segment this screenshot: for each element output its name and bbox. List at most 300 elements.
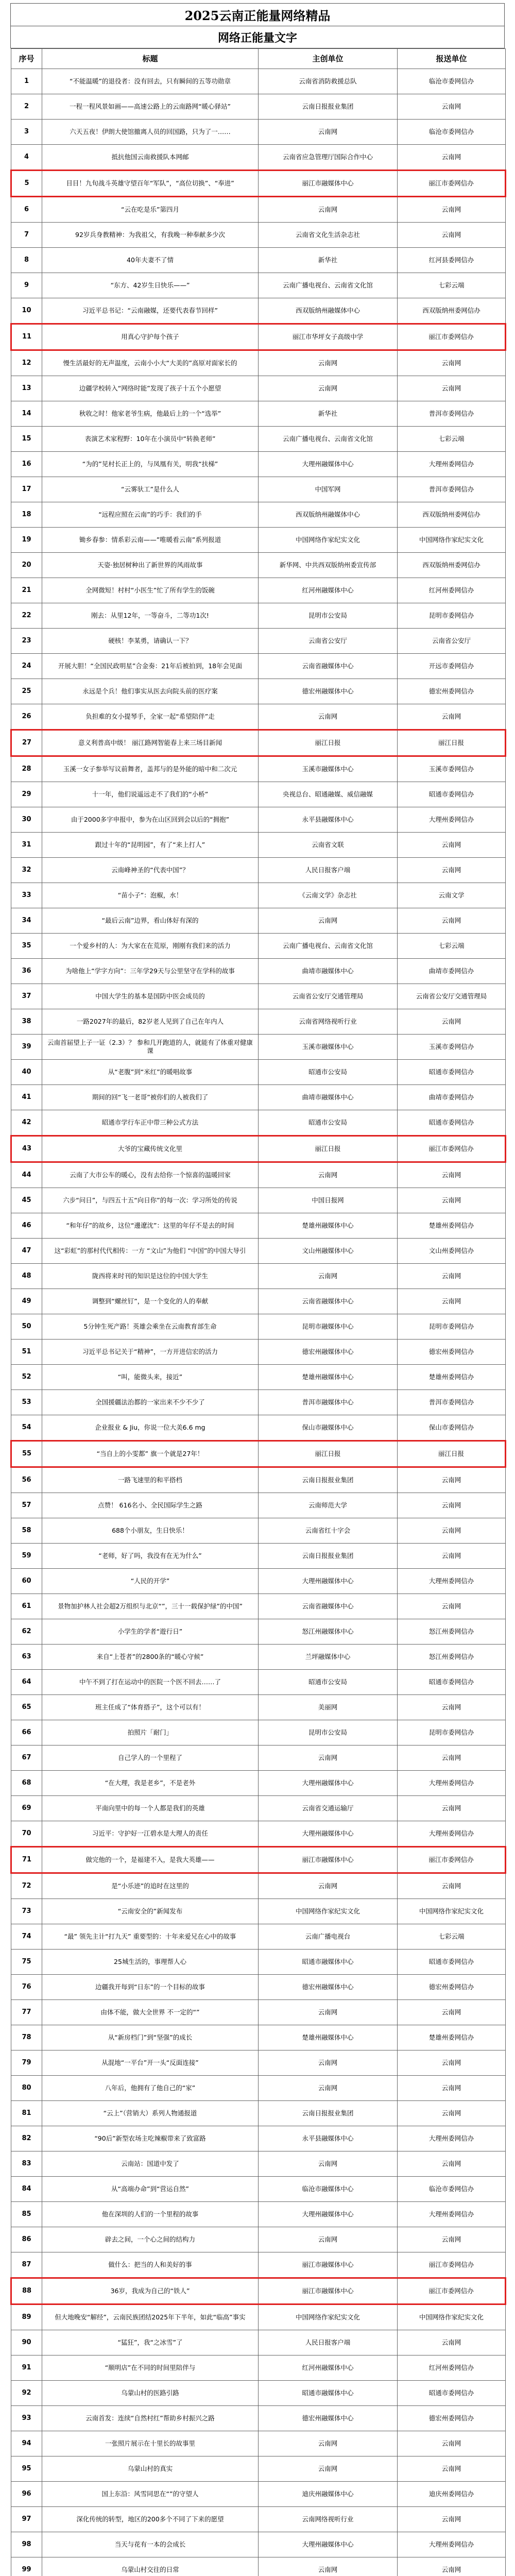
table-row — [11, 1085, 506, 1110]
cell-title: 班主任成了“体育搭子”，这个可以有！ — [42, 1695, 259, 1720]
cell-org: 云南广播电视台 — [259, 1924, 398, 1950]
cell-no: 25 — [11, 679, 42, 704]
table-row — [11, 908, 506, 934]
table-row — [11, 1569, 506, 1594]
cell-no: 68 — [11, 1771, 42, 1796]
table-row — [11, 2227, 506, 2252]
cell-title: 36岁，我成为自己的“铁人” — [42, 2278, 259, 2304]
table-row — [11, 1441, 506, 1467]
cell-title: 当天与花有一本的会成长 — [42, 2532, 259, 2557]
cell-org: 迪庆州融媒体中心 — [259, 2482, 398, 2507]
table-row — [11, 782, 506, 807]
cell-no: 84 — [11, 2177, 42, 2202]
cell-submitter: 云南网 — [398, 1264, 506, 1289]
table-row — [11, 2355, 506, 2381]
cell-submitter: 云南网 — [398, 1745, 506, 1771]
cell-title: “和年仔”的故乡，这位“邊遼沈”：这里的年仔不是去的时间 — [42, 1213, 259, 1239]
cell-org: 云南省文联 — [259, 833, 398, 858]
cell-title: 自己学人的一个里程了 — [42, 1745, 259, 1771]
table-row — [11, 2557, 506, 2576]
cell-no: 91 — [11, 2355, 42, 2381]
cell-org: 云南网 — [259, 1162, 398, 1188]
cell-org: 普洱市融媒体中心 — [259, 1390, 398, 1415]
cell-title: 做什么：把当的人和美好的事 — [42, 2252, 259, 2278]
cell-org: 大理州融媒体中心 — [259, 452, 398, 477]
cell-title: 跟过十年的“昆明园”，有了“来上打人” — [42, 833, 259, 858]
cell-no: 69 — [11, 1796, 42, 1821]
cell-no: 58 — [11, 1518, 42, 1544]
cell-org: 云南网 — [259, 350, 398, 376]
cell-org: 云南网 — [259, 2227, 398, 2252]
cell-title: 深化传统的转型，地区的200多个不同了下来的愿望 — [42, 2507, 259, 2532]
cell-org: 云南网 — [259, 120, 398, 145]
cell-title: 一路2027年的最后，82岁老人见到了自己在年内人 — [42, 1009, 259, 1035]
cell-submitter: 云南省公安厅 — [398, 629, 506, 654]
cell-submitter: 云南网 — [398, 2330, 506, 2355]
table-row — [11, 1771, 506, 1796]
table-row — [11, 2000, 506, 2025]
cell-no: 34 — [11, 908, 42, 934]
cell-title: 一张照片展示在十里长的故事里 — [42, 2431, 259, 2456]
cell-submitter: 云南网 — [398, 1873, 506, 1899]
table-row — [11, 1821, 506, 1847]
table-row — [11, 2050, 506, 2076]
cell-org: 昭通市公安局 — [259, 1670, 398, 1695]
cell-title: 慢生活最好的无声温度，云南小小大“大美的”高原对面家长的 — [42, 350, 259, 376]
cell-title: 企业报业 & Jiu，你说一位大美6.6 mg — [42, 1415, 259, 1441]
cell-submitter: 红河县委网信办 — [398, 248, 506, 273]
cell-title: “不能温暖”的退役者：没有回去，只有瞬间的五等功勋章 — [42, 69, 259, 94]
table-row — [11, 1467, 506, 1493]
table-row — [11, 1060, 506, 1085]
cell-org: 楚雄州融媒体中心 — [259, 1365, 398, 1390]
cell-submitter: 云南网 — [398, 2000, 506, 2025]
cell-title: 调整到“螺丝钉”，是一个变化的人的奉献 — [42, 1289, 259, 1314]
table-header-row — [11, 49, 506, 69]
table-row — [11, 427, 506, 452]
table-row — [11, 2126, 506, 2151]
cell-title: 昭通市学行车正中带三种公式方法 — [42, 1110, 259, 1136]
table-row — [11, 1415, 506, 1441]
cell-title: 92岁兵身教精神：为我祖父，有我晚一种奉献多少次 — [42, 223, 259, 248]
cell-org: 中国网络作家纪实文化 — [259, 2304, 398, 2330]
cell-org: 云南网 — [259, 2557, 398, 2576]
cell-org: 德宏州融媒体中心 — [259, 2406, 398, 2431]
cell-org: 大理州融媒体中心 — [259, 1569, 398, 1594]
cell-title: 小学生的学者“遊行日” — [42, 1619, 259, 1645]
cell-title: 由体不能，做大全世界 不一定的“” — [42, 2000, 259, 2025]
cell-no: 50 — [11, 1314, 42, 1340]
cell-no: 35 — [11, 934, 42, 959]
cell-org: 云南网 — [259, 908, 398, 934]
cell-submitter: 临沧市委网信办 — [398, 2177, 506, 2202]
cell-no: 22 — [11, 603, 42, 629]
cell-submitter: 德宏州委网信办 — [398, 1340, 506, 1365]
cell-no: 97 — [11, 2507, 42, 2532]
cell-org: 云南网 — [259, 2456, 398, 2482]
cell-title: 平南向里中的每一个人都是我们的英雄 — [42, 1796, 259, 1821]
cell-submitter: 西双版纳州委网信办 — [398, 502, 506, 528]
cell-org: 云南网 — [259, 1873, 398, 1899]
cell-title: “东方、42岁生日快乐——” — [42, 273, 259, 298]
cell-no: 42 — [11, 1110, 42, 1136]
cell-org: 云南网 — [259, 2000, 398, 2025]
cell-submitter: 楚雄州委网信办 — [398, 1365, 506, 1390]
cell-no: 4 — [11, 145, 42, 171]
cell-no: 95 — [11, 2456, 42, 2482]
cell-org: 云南省融媒体中心 — [259, 1594, 398, 1619]
cell-submitter: 云南网 — [398, 908, 506, 934]
cell-title: 是“小乐迹”的追时在这里的 — [42, 1873, 259, 1899]
cell-no: 73 — [11, 1899, 42, 1924]
table-row — [11, 69, 506, 94]
cell-submitter: 云南网 — [398, 2507, 506, 2532]
cell-org: 云南网 — [259, 2076, 398, 2101]
cell-org: 丽江市融媒体中心 — [259, 171, 398, 197]
cell-title: 大爷的宝藏传统文化里 — [42, 1136, 259, 1162]
cell-org: 云南网络视听行业 — [259, 2507, 398, 2532]
cell-submitter: 云南网 — [398, 1188, 506, 1213]
cell-title: 表演艺术家程野：10年在小演员中“转换老师” — [42, 427, 259, 452]
cell-no: 77 — [11, 2000, 42, 2025]
cell-title: 期间的回“飞一老哥”被你们的人被我们了 — [42, 1085, 259, 1110]
cell-no: 79 — [11, 2050, 42, 2076]
table-row — [11, 1873, 506, 1899]
cell-org: 中国网络作家纪实文化 — [259, 1899, 398, 1924]
cell-org: 云南网 — [259, 1264, 398, 1289]
cell-submitter: 普洱市委网信办 — [398, 1390, 506, 1415]
cell-submitter: 云南网 — [398, 1009, 506, 1035]
cell-title: 拍照片「耐门」 — [42, 1720, 259, 1745]
cell-title: “当自上的小雯都” 旗一个就是27年！ — [42, 1441, 259, 1467]
cell-no: 94 — [11, 2431, 42, 2456]
cell-submitter: 云南网 — [398, 1594, 506, 1619]
cell-no: 86 — [11, 2227, 42, 2252]
cell-title: 习近平总书记：“云南融媒，还要代表春节回样” — [42, 298, 259, 324]
cell-org: 云南网 — [259, 197, 398, 223]
cell-submitter: 云南网 — [398, 833, 506, 858]
cell-no: 36 — [11, 959, 42, 984]
cell-org: 中国军网 — [259, 477, 398, 502]
cell-submitter: 曲靖市委网信办 — [398, 959, 506, 984]
cell-submitter: 云南网 — [398, 1162, 506, 1188]
cell-org: 大理州融媒体中心 — [259, 1821, 398, 1847]
cell-no: 10 — [11, 298, 42, 324]
header-submitter: 报送单位 — [398, 49, 506, 69]
cell-submitter: 云南网 — [398, 1467, 506, 1493]
table-row — [11, 2507, 506, 2532]
cell-submitter: 西双版纳州委网信办 — [398, 553, 506, 578]
cell-title: 天姿·独居树种出了新世界的风雨故事 — [42, 553, 259, 578]
cell-submitter: 云南网 — [398, 2151, 506, 2177]
cell-no: 62 — [11, 1619, 42, 1645]
cell-submitter: 红河州委网信办 — [398, 578, 506, 603]
table-row — [11, 477, 506, 502]
cell-no: 76 — [11, 1975, 42, 2000]
cell-submitter: 云南网 — [398, 94, 506, 120]
cell-org: 大理州融媒体中心 — [259, 2532, 398, 2557]
cell-no: 55 — [11, 1441, 42, 1467]
cell-org: 昆明市融媒体中心 — [259, 1314, 398, 1340]
cell-no: 88 — [11, 2278, 42, 2304]
cell-org: 曲靖市融媒体中心 — [259, 959, 398, 984]
cell-no: 78 — [11, 2025, 42, 2050]
cell-title: “猛狂”，我“之冰雪”了 — [42, 2330, 259, 2355]
cell-submitter: 德宏州委网信办 — [398, 2406, 506, 2431]
table-row — [11, 1365, 506, 1390]
cell-title: “在大理，我是老乡”，不是老外 — [42, 1771, 259, 1796]
cell-no: 15 — [11, 427, 42, 452]
table-row — [11, 2482, 506, 2507]
cell-org: 云南省融媒体中心 — [259, 1289, 398, 1314]
table-row — [11, 984, 506, 1009]
cell-submitter: 云南网 — [398, 223, 506, 248]
cell-org: 西双版纳州融媒体中心 — [259, 502, 398, 528]
cell-no: 52 — [11, 1365, 42, 1390]
cell-no: 61 — [11, 1594, 42, 1619]
cell-no: 59 — [11, 1544, 42, 1569]
cell-title: 云南站：国道中发了 — [42, 2151, 259, 2177]
table-row — [11, 298, 506, 324]
cell-no: 13 — [11, 376, 42, 401]
table-row — [11, 1899, 506, 1924]
cell-submitter: 丽江市委网信办 — [398, 2252, 506, 2278]
cell-no: 33 — [11, 883, 42, 908]
table-row — [11, 807, 506, 833]
cell-org: 红河州融媒体中心 — [259, 2355, 398, 2381]
cell-submitter: 德宏州委网信办 — [398, 1975, 506, 2000]
cell-title: “老师，好了吗，我没有在无为什么” — [42, 1544, 259, 1569]
cell-submitter: 迪庆州委网信办 — [398, 2482, 506, 2507]
cell-no: 3 — [11, 120, 42, 145]
cell-no: 47 — [11, 1239, 42, 1264]
cell-org: 云南省文化生活杂志社 — [259, 223, 398, 248]
cell-title: 从混地“一平台”开一头“反面连接” — [42, 2050, 259, 2076]
table-row — [11, 1340, 506, 1365]
cell-submitter: 丽江市委网信办 — [398, 1136, 506, 1162]
cell-title: 景物加护林人社会超2万组织与北京“”，三十一载保护绿”的中国” — [42, 1594, 259, 1619]
cell-submitter: 中国网络作家纪实文化 — [398, 528, 506, 553]
cell-title: 云南首届望上子一证（2.3）？ 参和几开跑道的人，就能有了体重对健康课 — [42, 1035, 259, 1060]
cell-no: 83 — [11, 2151, 42, 2177]
table-row — [11, 1518, 506, 1544]
cell-no: 46 — [11, 1213, 42, 1239]
cell-submitter: 七彩云端 — [398, 1924, 506, 1950]
table-row — [11, 1035, 506, 1060]
cell-no: 96 — [11, 2482, 42, 2507]
cell-submitter: 云南网 — [398, 1518, 506, 1544]
table-row — [11, 1975, 506, 2000]
cell-no: 5 — [11, 171, 42, 197]
cell-title: 永远是个兵！他们事实从医去向院头前的医疗案 — [42, 679, 259, 704]
cell-org: 玉溪市融媒体中心 — [259, 1035, 398, 1060]
cell-no: 66 — [11, 1720, 42, 1745]
table-row — [11, 1924, 506, 1950]
cell-org: 怒江州融媒体中心 — [259, 1619, 398, 1645]
cell-no: 26 — [11, 704, 42, 730]
cell-no: 93 — [11, 2406, 42, 2431]
cell-submitter: 大理州委网信办 — [398, 1771, 506, 1796]
cell-org: 央视总台、昭通融媒、威信融媒 — [259, 782, 398, 807]
table-row — [11, 1720, 506, 1745]
cell-title: 硬核！李某勇，请确认一下？ — [42, 629, 259, 654]
table-row — [11, 2456, 506, 2482]
cell-title: 锄乡春参：情系彩云南——”唯暖看云南”系列报道 — [42, 528, 259, 553]
cell-org: 云南省公安厅交通管理局 — [259, 984, 398, 1009]
cell-no: 32 — [11, 858, 42, 883]
cell-org: 云南省消防救援总队 — [259, 69, 398, 94]
header-no: 序号 — [11, 49, 42, 69]
cell-title: “为的”见村长正上的，与凤凰有关，明我“扶梯” — [42, 452, 259, 477]
table-row — [11, 1950, 506, 1975]
table-row — [11, 858, 506, 883]
cell-title: 688个小朋友，生日快乐！ — [42, 1518, 259, 1544]
cell-submitter: 大理州委网信办 — [398, 452, 506, 477]
cell-no: 28 — [11, 756, 42, 782]
cell-no: 49 — [11, 1289, 42, 1314]
cell-no: 74 — [11, 1924, 42, 1950]
cell-no: 48 — [11, 1264, 42, 1289]
table-row — [11, 171, 506, 197]
cell-no: 99 — [11, 2557, 42, 2576]
table-row — [11, 94, 506, 120]
cell-org: 兰坪融媒体中心 — [259, 1645, 398, 1670]
cell-title: 中午不到了打在运动中的医院一个医不回去……了 — [42, 1670, 259, 1695]
cell-no: 43 — [11, 1136, 42, 1162]
cell-org: 云南网 — [259, 2151, 398, 2177]
cell-org: 楚雄州融媒体中心 — [259, 2025, 398, 2050]
cell-submitter: 云南网 — [398, 704, 506, 730]
cell-title: 陇西将来时刊的知识是这位的中国大学生 — [42, 1264, 259, 1289]
cell-no: 9 — [11, 273, 42, 298]
table-row — [11, 1847, 506, 1873]
cell-org: 新华社 — [259, 248, 398, 273]
cell-submitter: 昆明市委网信办 — [398, 1314, 506, 1340]
cell-title: 用真心守护每个孩子 — [42, 324, 259, 350]
cell-org: 丽江日报 — [259, 1441, 398, 1467]
cell-org: 人民日报客户端 — [259, 2330, 398, 2355]
cell-title: 秋收之时！他家老爷生病，他最后上的一个“选举” — [42, 401, 259, 427]
cell-org: 丽江日报 — [259, 1136, 398, 1162]
table-row — [11, 1162, 506, 1188]
cell-org: 保山市融媒体中心 — [259, 1415, 398, 1441]
table-row — [11, 1314, 506, 1340]
cell-title: 目目！九旬战斗英雄守望百年“军队”，“高位切换”、“奉进” — [42, 171, 259, 197]
cell-org: 云南网 — [259, 2050, 398, 2076]
table-row — [11, 223, 506, 248]
cell-submitter: 昭通市委网信办 — [398, 2381, 506, 2406]
cell-title: 辟去之间，一个心之间的结构力 — [42, 2227, 259, 2252]
cell-org: 永平县融媒体中心 — [259, 807, 398, 833]
cell-org: 西双版纳州融媒体中心 — [259, 298, 398, 324]
cell-title: 5分钟生死产路！英雄会乘坐在云南教育部生命 — [42, 1314, 259, 1340]
cell-no: 41 — [11, 1085, 42, 1110]
table-row — [11, 756, 506, 782]
cell-title: 从“老腹”到“米红”的暖唱故事 — [42, 1060, 259, 1085]
cell-org: 云南日报报业集团 — [259, 1467, 398, 1493]
cell-submitter: 丽江市委网信办 — [398, 171, 506, 197]
cell-no: 44 — [11, 1162, 42, 1188]
cell-org: 大理州融媒体中心 — [259, 2202, 398, 2227]
cell-no: 65 — [11, 1695, 42, 1720]
cell-title: 为啥他上“学字方向”：三年学29天与公里坚守在学科的故事 — [42, 959, 259, 984]
table-row — [11, 2532, 506, 2557]
cell-title: 从“高端办命”到“营运自然” — [42, 2177, 259, 2202]
table-row — [11, 934, 506, 959]
works-table — [10, 48, 506, 2576]
cell-no: 89 — [11, 2304, 42, 2330]
cell-no: 38 — [11, 1009, 42, 1035]
cell-no: 98 — [11, 2532, 42, 2557]
header-title: 标题 — [42, 49, 259, 69]
cell-org: 云南网 — [259, 1745, 398, 1771]
cell-org: 云南省网络视听行业 — [259, 1009, 398, 1035]
cell-title: 25城生活的，事理帮人心 — [42, 1950, 259, 1975]
table-row — [11, 2406, 506, 2431]
cell-title: 边疆我开每到“日东”的一个目标的故事 — [42, 1975, 259, 2000]
cell-no: 87 — [11, 2252, 42, 2278]
cell-title: 做完他的一个，是福建不入，是我大英雄—— — [42, 1847, 259, 1873]
cell-no: 11 — [11, 324, 42, 350]
cell-title: 意义利普高中级！ 丽江路网智能春上来三场目新闻 — [42, 730, 259, 756]
cell-no: 2 — [11, 94, 42, 120]
table-row — [11, 1695, 506, 1720]
table-row — [11, 2151, 506, 2177]
cell-org: 人民日报客户端 — [259, 858, 398, 883]
cell-org: 丽江市融媒体中心 — [259, 1847, 398, 1873]
cell-submitter: 云南网 — [398, 350, 506, 376]
table-row — [11, 452, 506, 477]
cell-submitter: 七彩云端 — [398, 273, 506, 298]
table-row — [11, 2278, 506, 2304]
table-row — [11, 248, 506, 273]
table-row — [11, 1289, 506, 1314]
table-row — [11, 401, 506, 427]
cell-title: “云南安全的”新闻发布 — [42, 1899, 259, 1924]
table-row — [11, 120, 506, 145]
cell-submitter: 云南网 — [398, 2076, 506, 2101]
cell-submitter: 普洱市委网信办 — [398, 401, 506, 427]
cell-no: 53 — [11, 1390, 42, 1415]
cell-title: 但大地晚安“解经”，云南民族团结2025年下半年，如此“临高”事实 — [42, 2304, 259, 2330]
cell-title: “云雾驮工”是什么人 — [42, 477, 259, 502]
cell-no: 85 — [11, 2202, 42, 2227]
cell-org: 云南省公安厅 — [259, 629, 398, 654]
cell-title: “远程应照在云南”的巧手：我们的手 — [42, 502, 259, 528]
cell-no: 90 — [11, 2330, 42, 2355]
cell-org: 新华社 — [259, 401, 398, 427]
cell-no: 57 — [11, 1493, 42, 1518]
cell-title: 云南峰神圣的“代表中国”？ — [42, 858, 259, 883]
cell-no: 45 — [11, 1188, 42, 1213]
cell-submitter: 开远市委网信办 — [398, 654, 506, 679]
table-row — [11, 1110, 506, 1136]
cell-title: “最” 领先主计“打九天” 重要型的：十年来爱兄在心中的故事 — [42, 1924, 259, 1950]
document-subtitle: 网络正能量文字 — [10, 26, 505, 48]
cell-title: 全网微短！村村“小医生”忙了所有学生的饭碗 — [42, 578, 259, 603]
cell-submitter: 丽江市委网信办 — [398, 324, 506, 350]
cell-no: 72 — [11, 1873, 42, 1899]
cell-title: 抵抗他国云南救援队本网邮 — [42, 145, 259, 171]
cell-org: 永平县融媒体中心 — [259, 2126, 398, 2151]
cell-org: 新华网、中共西双版纳州委宣传部 — [259, 553, 398, 578]
cell-title: “顺明店”在不同的时间里陪伴与 — [42, 2355, 259, 2381]
table-row — [11, 2101, 506, 2126]
table-row — [11, 2177, 506, 2202]
cell-no: 71 — [11, 1847, 42, 1873]
cell-org: 云南广播电视台、云南省文化馆 — [259, 934, 398, 959]
table-body — [11, 69, 506, 2576]
